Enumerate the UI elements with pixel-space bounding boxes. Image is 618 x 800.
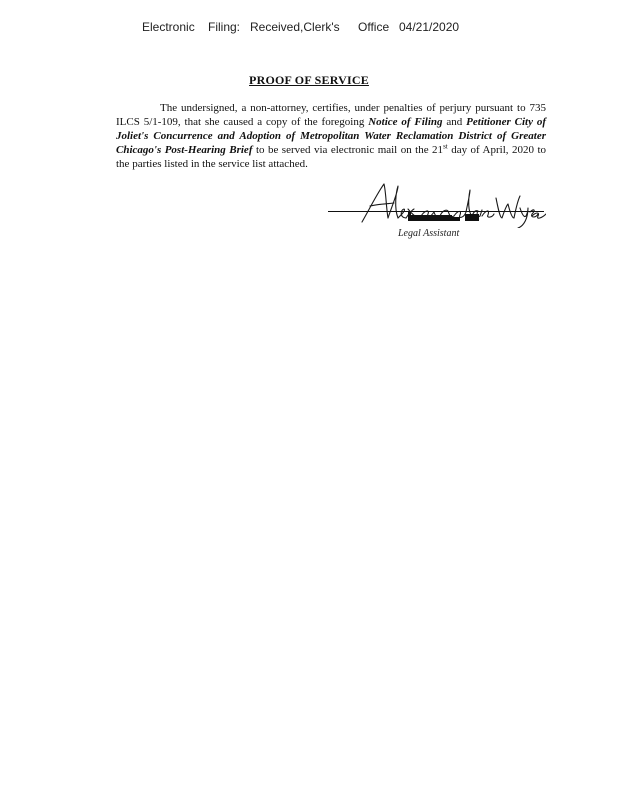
stamp-word-office: Office [358,20,390,34]
signature-line [328,211,544,212]
paragraph-text-1: The undersigned, a non-attorney, certifies, under penalties of perjury pursuant to 735 ILCS 5/1-109, that she caused a copy of the foregoing [116,102,546,128]
notice-of-filing-title: Notice of Filing [368,116,443,128]
ordinal-suffix: st [443,142,448,151]
stamp-word-electronic: Electronic [142,20,195,34]
paragraph-text-3: to be served via electronic mail on the 21 [252,144,444,156]
document-title: PROOF OF SERVICE [249,73,369,87]
redaction-mark [408,212,411,221]
stamp-word-received: Received,Clerk's [250,20,340,34]
signer-role-caption: Legal Assistant [398,228,460,239]
redaction-mark [465,214,479,221]
brief-title: Petitioner City of Joliet's Concurrence and Adoption of Metropolitan Water Reclamation District of Greater Chicago's Post-Hearing Brief [116,116,546,156]
redaction-mark [452,217,460,221]
signature-block [326,178,546,248]
stamp-word-filing: Filing: [208,20,241,34]
redaction-bar [408,215,452,221]
certification-paragraph [116,101,546,171]
paragraph-text-4: day of April, 2020 to the parties listed in the service list attached. [116,144,546,170]
stamp-date: 04/21/2020 [399,20,460,34]
paragraph-text-2: and [442,116,467,128]
